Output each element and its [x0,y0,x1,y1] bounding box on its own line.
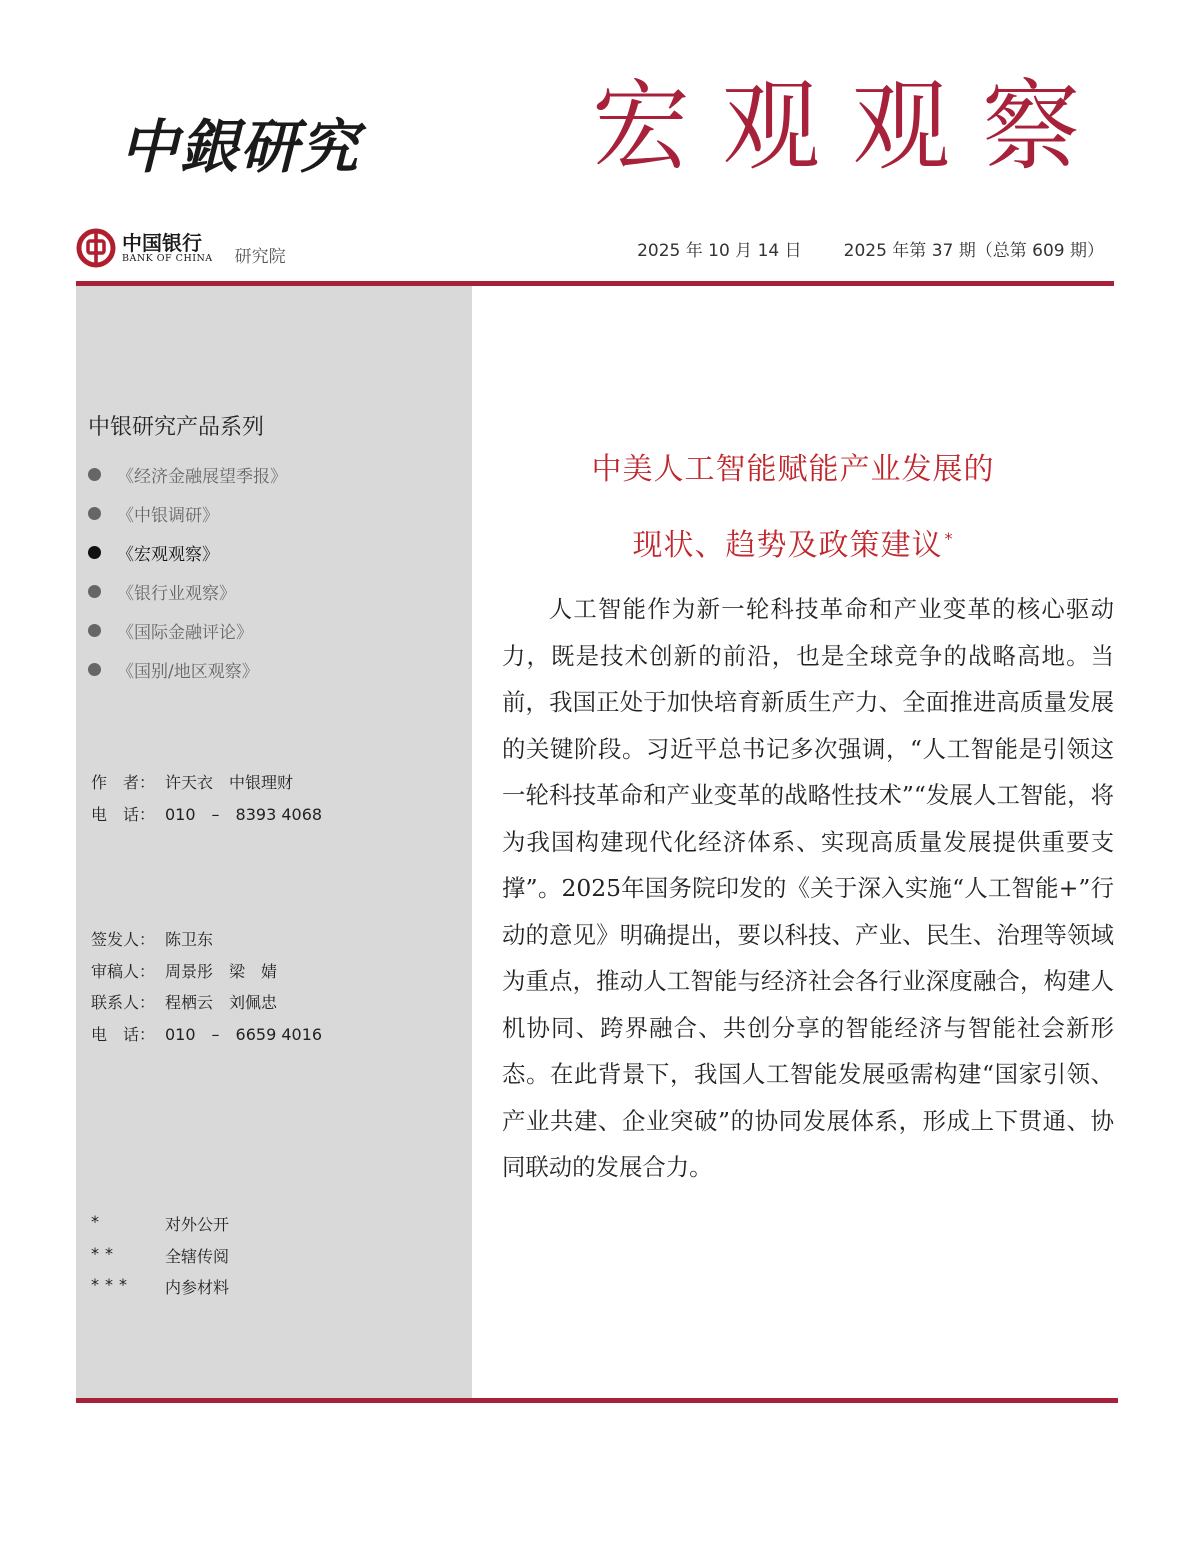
issuer-label: 签发人： [91,930,156,949]
bank-logo-row [76,228,286,268]
author-phone-value: 010 – 8393 4068 [165,804,323,824]
author-label: 作 者： [91,773,156,792]
reviewer-value: 周景彤 梁 婧 [165,961,278,981]
contact-label: 联系人： [91,993,156,1012]
level-label: 内参材料 [165,1278,230,1297]
signoff-info [91,927,322,1053]
level-label: 全辖传阅 [165,1246,230,1266]
bottom-rule [76,1398,1118,1403]
article-title-line2: 现状、趋势及政策建议 * [632,528,954,563]
level-stars: ** [91,1243,119,1263]
article-title-line1: 中美人工智能赋能产业发展的 [591,452,995,487]
issuer-value: 陈卫东 [165,930,214,949]
reviewer-label: 审稿人： [91,961,156,981]
series-item: 《国际金融评论》 [88,611,287,650]
bullet-icon [88,507,101,520]
bullet-icon [88,585,101,598]
report-title: 宏观观察 [591,70,1112,184]
bank-name-cn: 中国银行 [122,230,202,255]
contact-phone-value: 010 – 6659 4016 [165,1024,323,1044]
series-item: 《中银调研》 [88,494,287,533]
author-info [91,770,322,833]
author-phone-label: 电 话： [91,804,156,824]
series-list [88,455,287,689]
series-item-active: 《宏观观察》 [88,533,287,572]
report-date: 2025 年 10 月 14 日 [637,241,802,261]
bullet-icon [88,624,101,637]
series-title: 中银研究产品系列 [88,415,265,440]
bullet-icon [88,663,101,676]
series-item: 《银行业观察》 [88,572,287,611]
level-stars: *** [91,1275,133,1294]
series-item: 《经济金融展望季报》 [88,455,287,494]
article-body: 人工智能作为新一轮科技革命和产业变革的核心驱动力，既是技术创新的前沿，也是全球竞争的战略高地。当前，我国正处于加快培育新质生产力、全面推进高质量发展的关键阶段。习近平总书记多次强调，“人工智能是引领这一轮科技革命和产业变革的战略性技术”“发展人工智能，将为我国构建现代化经济体系、实现高质量发展提供重要支撑”。2025年国务院印发的《关于深入实施“人工智能+”行动的意见》明确提出，要以科技、产业、民生、治理等领域为重点，推动人工智能与经济社会各行业深度融合，构建人机协同、跨界融合、共创分享的智能经济与智能社会新形态。在此背景下，我国人工智能发展亟需构建“国家引领、产业共建、企业突破”的协同发展体系，形成上下贯通、协同联动的发展合力。 [502,595,1114,1181]
author-value: 许天衣 中银理财 [165,773,294,792]
distribution-levels [91,1212,229,1307]
title-footnote-mark: * [944,529,954,548]
series-item: 《国别/地区观察》 [88,650,287,689]
bank-name-en: BANK OF CHINA [122,252,213,264]
contact-value: 程栖云 刘佩忠 [165,993,278,1012]
bank-of-china-logo-icon [76,228,116,268]
brand-calligraphy: 中銀研究 [120,113,361,181]
bullet-icon [88,468,101,481]
bullet-icon [88,546,101,559]
level-label: 对外公开 [165,1215,230,1234]
institute-label: 研究院 [234,246,286,267]
level-stars: * [91,1212,105,1231]
contact-phone-label: 电 话： [91,1024,156,1044]
date-issue-line [637,236,1104,261]
report-issue: 2025 年第 37 期（总第 609 期） [843,241,1104,261]
